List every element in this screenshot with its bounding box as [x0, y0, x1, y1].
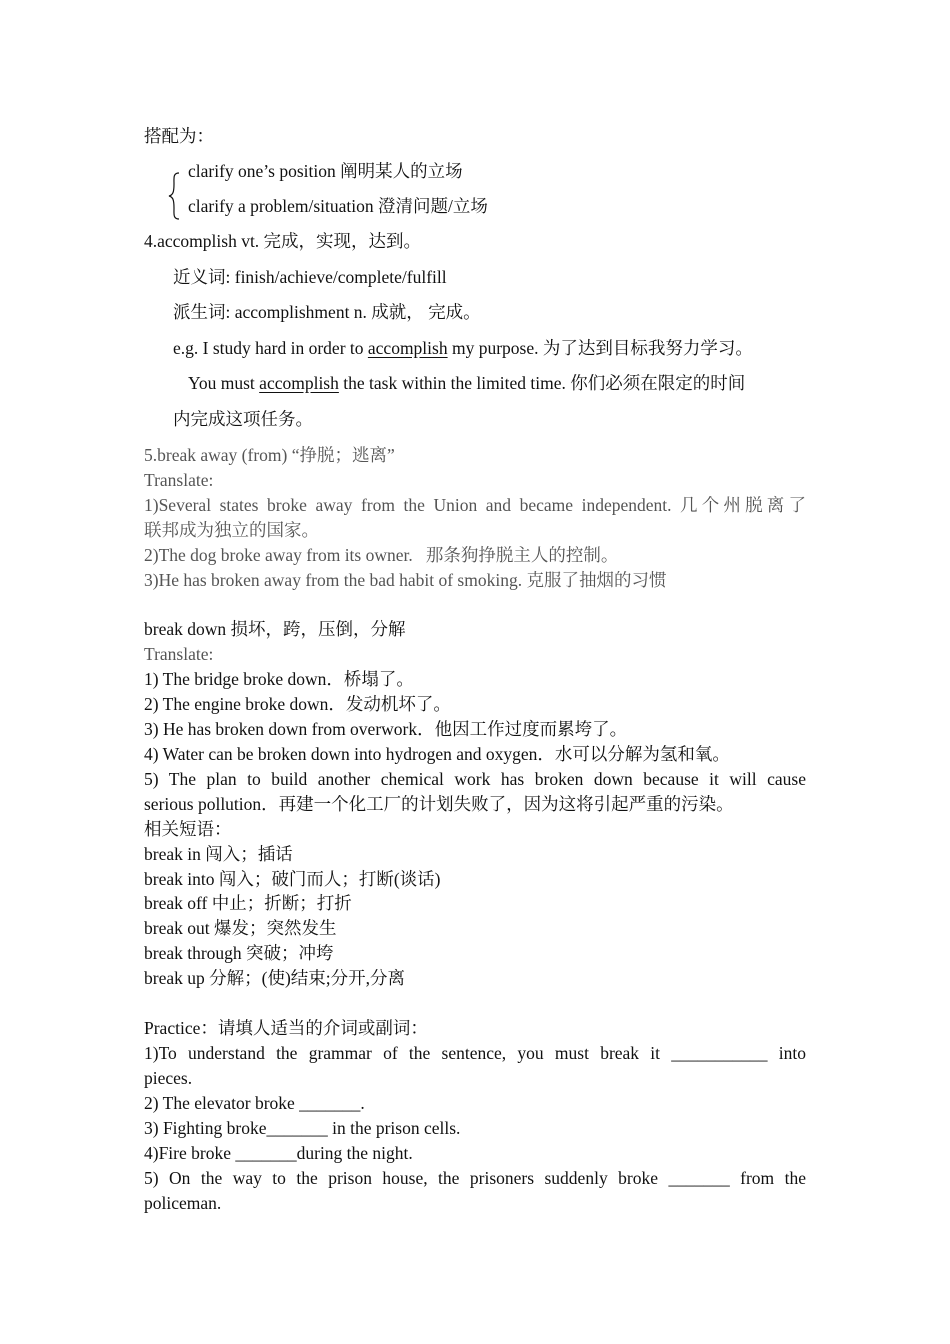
phrase-item: break off 中止；折断；打折	[144, 893, 352, 913]
phrase-item: break out 爆发；突然发生	[144, 918, 337, 938]
break-away-sentence-1-line-1: 1)Several states broke away from the Union and became independent. 几个州脱离了	[144, 495, 806, 515]
collocation-heading: 搭配为：	[144, 126, 214, 146]
break-away-sentence-1-line-2: 联邦成为独立的国家。	[144, 520, 319, 540]
practice-question-1-line-2: pieces.	[144, 1068, 193, 1088]
accomplish-example-2-cont: 内完成这项任务。	[173, 409, 313, 429]
phrases-heading: 相关短语：	[144, 819, 232, 839]
break-down-sentence-5-line-2: serious pollution．再建一个化工厂的计划失败了，因为这将引起严重的污染。	[144, 794, 734, 814]
practice-question-4: 4)Fire broke _______during the night.	[144, 1143, 413, 1163]
break-away-sentence-3: 3)He has broken away from the bad habit of smoking. 克服了抽烟的习惯	[144, 570, 667, 590]
accomplish-title: 4.accomplish vt. 完成，实现，达到。	[144, 231, 422, 251]
practice-question-1-line-1: 1)To understand the grammar of the sentence, you must break it ___________ into	[144, 1043, 806, 1063]
collocation-item-2: clarify a problem/situation 澄清问题/立场	[188, 196, 488, 216]
accomplish-synonyms: 近义词: finish/achieve/complete/fulfill	[173, 267, 447, 287]
example-1-post: my purpose. 为了达到目标我努力学习。	[447, 338, 753, 358]
example-2-pre: You must	[188, 373, 260, 393]
example-2-post: the task within the limited time. 你们必须在限定的时间	[338, 373, 746, 393]
practice-question-3: 3) Fighting broke_______ in the prison cells.	[144, 1118, 461, 1138]
accomplish-example-2	[188, 372, 806, 394]
example-1-pre: e.g. I study hard in order to	[173, 338, 368, 358]
break-away-sentence-2: 2)The dog broke away from its owner. 那条狗挣脱主人的控制。	[144, 545, 619, 565]
break-down-title: break down 损坏，跨，压倒，分解	[144, 619, 406, 639]
break-down-sentence-5-line-1: 5) The plan to build another chemical work has broken down because it will cause	[144, 769, 806, 789]
left-brace-icon	[168, 172, 180, 220]
accomplish-derivative: 派生词: accomplishment n. 成就， 完成。	[173, 302, 481, 322]
break-down-sentence-1: 1) The bridge broke down．桥塌了。	[144, 669, 414, 689]
break-down-translate: Translate:	[144, 644, 214, 664]
phrase-item: break up 分解；(使)结束;分开,分离	[144, 968, 406, 988]
phrase-item: break in 闯入；插话	[144, 844, 293, 864]
practice-question-2: 2) The elevator broke _______.	[144, 1093, 365, 1113]
phrase-item: break into 闯入；破门而人；打断(谈话)	[144, 869, 441, 889]
break-away-translate: Translate:	[144, 470, 214, 490]
phrase-item: break through 突破；冲垮	[144, 943, 334, 963]
example-1-keyword: accomplish	[367, 338, 448, 358]
collocation-item-1: clarify one’s position 阐明某人的立场	[188, 161, 463, 181]
practice-heading: Practice：请填人适当的介词或副词：	[144, 1018, 428, 1038]
practice-question-5-line-2: policeman.	[144, 1193, 222, 1213]
break-down-sentence-4: 4) Water can be broken down into hydrogen and oxygen．水可以分解为氢和氧。	[144, 744, 730, 764]
example-2-keyword: accomplish	[259, 373, 339, 393]
break-down-sentence-3: 3) He has broken down from overwork．他因工作过度而累垮了。	[144, 719, 628, 739]
practice-question-5-line-1: 5) On the way to the prison house, the prisoners suddenly broke _______ from the	[144, 1168, 806, 1188]
break-away-title: 5.break away (from) “挣脱；逃离”	[144, 445, 395, 465]
break-down-sentence-2: 2) The engine broke down．发动机坏了。	[144, 694, 451, 714]
accomplish-example-1	[173, 337, 835, 359]
